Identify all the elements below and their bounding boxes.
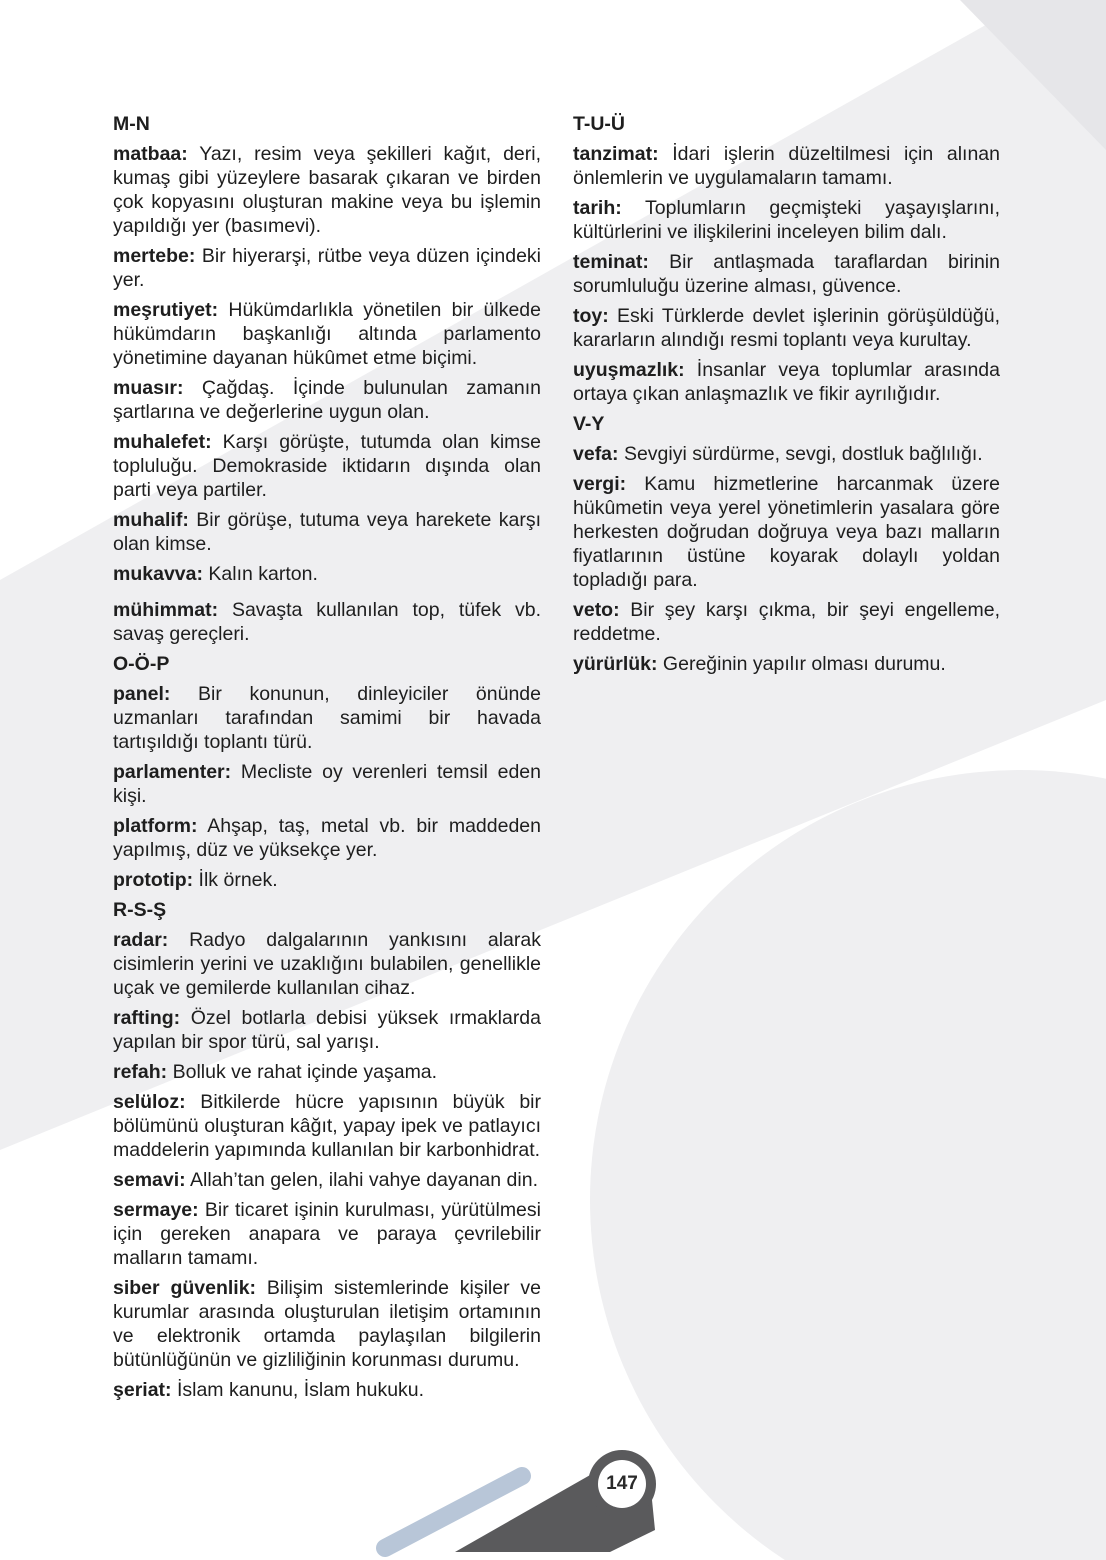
definition-rafting: Özel botlarla debisi yüksek ırmaklarda yapılan bir spor türü, sal yarışı. bbox=[113, 1007, 541, 1053]
term-parlamenter: parlamenter: bbox=[113, 761, 232, 783]
glossary-entry-seluloz bbox=[113, 1090, 541, 1162]
term-mertebe: mertebe: bbox=[113, 245, 196, 267]
glossary-entry-muhimmat bbox=[113, 598, 541, 646]
definition-matbaa: Yazı, resim veya şekilleri kağıt, deri, kumaş gibi yüzeylere basarak çıkaran ve birden çok kopyasını oluşturan makine veya bu işlemin yapıldığı yer (basımevi). bbox=[113, 143, 541, 237]
definition-prototip: İlk örnek. bbox=[193, 869, 278, 891]
definition-muhimmat: Savaşta kullanılan top, tüfek vb. savaş gereçleri. bbox=[113, 599, 541, 645]
glossary-entry-seriat bbox=[113, 1378, 541, 1402]
glossary-entry-semavi bbox=[113, 1168, 541, 1192]
glossary-entry-vefa bbox=[573, 442, 1000, 466]
term-veto: veto: bbox=[573, 599, 620, 621]
definition-tarih: Toplumların geçmişteki yaşayışlarını, kültürlerini ve ilişkilerini inceleyen bilim dalı. bbox=[573, 197, 1000, 243]
term-toy: toy: bbox=[573, 305, 609, 327]
right-column bbox=[573, 112, 1000, 682]
definition-seriat: İslam kanunu, İslam hukuku. bbox=[171, 1379, 425, 1401]
definition-toy: Eski Türklerde devlet işlerinin görüşüldüğü, kararların alındığı resmi toplantı veya kurultay. bbox=[573, 305, 1000, 351]
glossary-entry-muhalif bbox=[113, 508, 541, 556]
definition-mertebe: Bir hiyerarşi, rütbe veya düzen içindeki yer. bbox=[113, 245, 541, 291]
definition-semavi: Allah’tan gelen, ilahi vahye dayanan din. bbox=[185, 1169, 538, 1191]
term-muhalif: muhalif: bbox=[113, 509, 189, 531]
glossary-entry-siber-guvenlik bbox=[113, 1276, 541, 1372]
term-panel: panel: bbox=[113, 683, 171, 705]
definition-sermaye: Bir ticaret işinin kurulması, yürütülmesi için gereken anapara ve paraya çevrilebilir malların tamamı. bbox=[113, 1199, 541, 1269]
section-heading-m-n: M-N bbox=[113, 113, 150, 135]
definition-refah: Bolluk ve rahat içinde yaşama. bbox=[167, 1061, 438, 1083]
definition-veto: Bir şey karşı çıkma, bir şeyi engelleme, reddetme. bbox=[573, 599, 1000, 645]
definition-seluloz: Bitkilerde hücre yapısının büyük bir bölümünü oluşturan kâğıt, yapay ipek ve patlayıcı maddelerin yapımında kullanılan bir karbonhidrat. bbox=[113, 1091, 541, 1161]
glossary-entry-prototip bbox=[113, 868, 541, 892]
definition-siber-guvenlik: Bilişim sistemlerinde kişiler ve kurumlar arasında oluşturulan iletişim ortamının ve elektronik ortamda paylaşılan bilgilerin bütünlüğünün ve gizliliğinin korunması durumu. bbox=[113, 1277, 542, 1371]
section-heading-v-y: V-Y bbox=[573, 413, 605, 435]
glossary-entry-rafting bbox=[113, 1006, 541, 1054]
definition-vefa: Sevgiyi sürdürme, sevgi, dostluk bağlılığı. bbox=[618, 443, 983, 465]
glossary-entry-uyusmazlik bbox=[573, 358, 1000, 406]
term-tanzimat: tanzimat: bbox=[573, 143, 659, 165]
left-column bbox=[113, 112, 541, 1408]
term-tarih: tarih: bbox=[573, 197, 622, 219]
definition-muhalefet: Karşı görüşte, tutumda olan kimse topluluğu. Demokraside iktidarın dışında olan parti veya partiler. bbox=[113, 431, 541, 501]
term-radar: radar: bbox=[113, 929, 169, 951]
term-matbaa: matbaa: bbox=[113, 143, 188, 165]
section-heading-o-o-p: O-Ö-P bbox=[113, 653, 170, 675]
definition-mesrutiyet: Hükümdarlıkla yönetilen bir ülkede hükümdarın başkanlığı altında parlamento yönetimine dayanan hükûmet etme biçimi. bbox=[113, 299, 541, 369]
term-rafting: rafting: bbox=[113, 1007, 181, 1029]
glossary-entry-teminat bbox=[573, 250, 1000, 298]
term-muasir: muasır: bbox=[113, 377, 184, 399]
term-muhimmat: mühimmat: bbox=[113, 599, 219, 621]
glossary-entry-veto bbox=[573, 598, 1000, 646]
glossary-entry-sermaye bbox=[113, 1198, 541, 1270]
definition-vergi: Kamu hizmetlerine harcanmak üzere hükûmetin veya yerel yönetimlerin yasalara göre herkesten doğrudan doğruya veya bazı malların fiyatlarının üstüne koyarak dolaylı yoldan topladığı para. bbox=[573, 473, 1000, 591]
definition-uyusmazlik: İnsanlar veya toplumlar arasında ortaya çıkan anlaşmazlık ve fikir ayrılığıdır. bbox=[573, 359, 1000, 405]
definition-radar: Radyo dalgalarının yankısını alarak cisimlerin yerini ve uzaklığını bulabilen, genellikle uçak ve gemilerde kullanılan cihaz. bbox=[113, 929, 541, 999]
page-number: 147 bbox=[606, 1473, 638, 1494]
term-semavi: semavi: bbox=[113, 1169, 186, 1191]
definition-yururluk: Gereğinin yapılır olması durumu. bbox=[657, 653, 946, 675]
term-muhalefet: muhalefet: bbox=[113, 431, 212, 453]
term-siber-guvenlik: siber güvenlik: bbox=[113, 1277, 257, 1299]
term-sermaye: sermaye: bbox=[113, 1199, 199, 1221]
section-heading-t-u-u: T-U-Ü bbox=[573, 113, 625, 135]
glossary-entry-radar bbox=[113, 928, 541, 1000]
definition-muhalif: Bir görüşe, tutuma veya harekete karşı olan kimse. bbox=[113, 509, 541, 555]
definition-panel: Bir konunun, dinleyiciler önünde uzmanları tarafından samimi bir havada tartışıldığı toplantı türü. bbox=[113, 683, 541, 753]
term-prototip: prototip: bbox=[113, 869, 194, 891]
term-seluloz: selüloz: bbox=[113, 1091, 186, 1113]
glossary-entry-mukavva bbox=[113, 562, 541, 586]
term-vergi: vergi: bbox=[573, 473, 627, 495]
glossary-entry-mesrutiyet bbox=[113, 298, 541, 370]
term-vefa: vefa: bbox=[573, 443, 619, 465]
glossary-entry-muasir bbox=[113, 376, 541, 424]
section-heading-r-s-s: R-S-Ş bbox=[113, 899, 167, 921]
glossary-entry-yururluk bbox=[573, 652, 1000, 676]
definition-teminat: Bir antlaşmada taraflardan birinin sorumluluğu üzerine alması, güvence. bbox=[573, 251, 1000, 297]
definition-parlamenter: Mecliste oy verenleri temsil eden kişi. bbox=[113, 761, 541, 807]
term-mesrutiyet: meşrutiyet: bbox=[113, 299, 219, 321]
glossary-entry-tanzimat bbox=[573, 142, 1000, 190]
glossary-entry-toy bbox=[573, 304, 1000, 352]
definition-muasir: Çağdaş. İçinde bulunulan zamanın şartlarına ve değerlerine uygun olan. bbox=[113, 377, 541, 423]
glossary-entry-platform bbox=[113, 814, 541, 862]
term-yururluk: yürürlük: bbox=[573, 653, 658, 675]
definition-tanzimat: İdari işlerin düzeltilmesi için alınan önlemlerin ve uygulamaların tamamı. bbox=[573, 143, 1000, 189]
glossary-entry-parlamenter bbox=[113, 760, 541, 808]
term-seriat: şeriat: bbox=[113, 1379, 172, 1401]
glossary-entry-vergi bbox=[573, 472, 1000, 592]
definition-platform: Ahşap, taş, metal vb. bir maddeden yapılmış, düz ve yüksekçe yer. bbox=[113, 815, 541, 861]
term-teminat: teminat: bbox=[573, 251, 649, 273]
definition-mukavva: Kalın karton. bbox=[202, 563, 318, 585]
background-round-shape bbox=[590, 770, 1106, 1560]
glossary-entry-muhalefet bbox=[113, 430, 541, 502]
glossary-entry-refah bbox=[113, 1060, 541, 1084]
glossary-entry-panel bbox=[113, 682, 541, 754]
term-mukavva: mukavva: bbox=[113, 563, 203, 585]
term-refah: refah: bbox=[113, 1061, 168, 1083]
glossary-entry-tarih bbox=[573, 196, 1000, 244]
glossary-entry-matbaa bbox=[113, 142, 541, 238]
term-platform: platform: bbox=[113, 815, 198, 837]
term-uyusmazlik: uyuşmazlık: bbox=[573, 359, 685, 381]
glossary-entry-mertebe bbox=[113, 244, 541, 292]
